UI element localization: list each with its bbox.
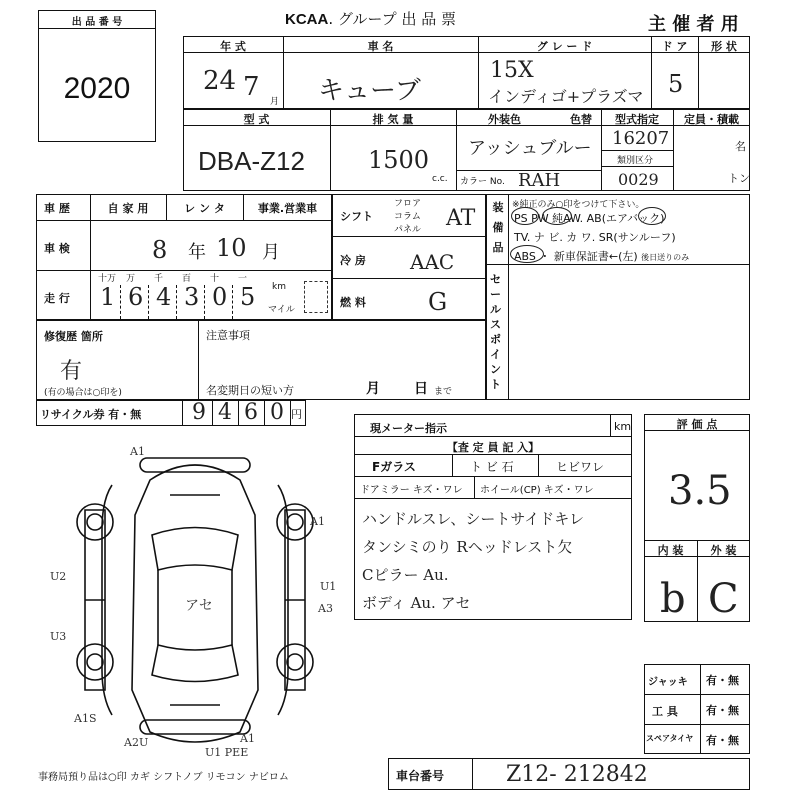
ac-value: AAC [410, 250, 455, 274]
mileage-digit-label: 百 [182, 274, 192, 284]
capacity-label: 定員・積載 [684, 113, 739, 126]
month-unit: 月 [270, 97, 280, 107]
tools-label: 工 具 [652, 705, 678, 718]
color-no-label: カラー No. [460, 177, 505, 187]
cc-unit: c.c. [432, 174, 448, 184]
equipment-note: ※純正のみ○印をつけて下さい。 [512, 200, 645, 210]
exterior-label: 外装色 [488, 113, 521, 126]
type-designation-value: 16207 [612, 128, 670, 149]
displacement-value: 1500 [368, 146, 430, 174]
shift-option-column: コラム [394, 212, 421, 222]
mileage-digit: 5 [240, 283, 256, 311]
shift-option-floor: フロア [394, 199, 422, 209]
color-change-label: 色替 [570, 113, 592, 126]
sheet-title: KCAA. グループ 出 品 票 [285, 10, 456, 28]
diagram-mark: A1S [74, 712, 97, 725]
equipment-label: 装 備 品 [492, 201, 504, 254]
capacity-unit-people: 名 [735, 140, 746, 153]
car-name-value: キューブ [318, 76, 421, 106]
chassis-label: 車台番号 [396, 769, 445, 783]
sales-point-label: セールスポイント [490, 273, 501, 391]
mile-checkbox[interactable] [304, 281, 328, 313]
mileage-digit-label: 一 [238, 274, 248, 284]
diagram-mark: U1 [320, 580, 337, 593]
diagram-mark: A1 [310, 515, 325, 528]
lot-number-label: 出 品 番 号 [71, 17, 123, 28]
diagram-mark: U3 [50, 630, 67, 643]
mile-label: マイル [268, 305, 295, 315]
shift-option-panel: パネル [394, 225, 422, 235]
fuel-value: G [428, 288, 448, 316]
mileage-label: 走 行 [44, 292, 70, 305]
score-value: 3.5 [668, 468, 732, 514]
name-change-until: まで [434, 387, 453, 397]
history-option-private: 自 家 用 [107, 202, 149, 215]
spare-yes-no: 有・無 [706, 734, 739, 747]
repair-value: 有 [60, 359, 83, 384]
score-label: 評 価 点 [676, 418, 718, 431]
color-no-value: RAH [518, 170, 561, 191]
pw-circle [542, 207, 572, 225]
history-option-business: 事業.営業車 [257, 202, 318, 215]
model-value: DBA-Z12 [198, 146, 305, 176]
category-value: 0029 [618, 170, 659, 189]
interior-label: 内 装 [657, 544, 684, 557]
inspection-year: 8 [152, 236, 168, 264]
notes-label: 注意事項 [206, 329, 250, 342]
type-designation-label: 型式指定 [615, 113, 659, 126]
jack-label: ジャッキ [648, 677, 688, 688]
grade-label: グ レ ー ド [536, 40, 593, 53]
equipment-line2: TV. ナ ビ. カ ワ. SR(サンルーフ) [514, 231, 676, 244]
door-label: ド ア [661, 40, 688, 53]
car-damage-diagram [40, 440, 350, 760]
shift-value: AT [446, 206, 476, 231]
footer-note: 事務局預り品は○印 カギ シフトノブ リモコン ナビロム [38, 772, 289, 783]
chassis-value: Z12- 212842 [506, 762, 648, 787]
name-change-day: 日 [414, 381, 428, 397]
equipment-line1: PS PW 純AW. AB(エアバック) [514, 212, 665, 225]
stone-chip-label: ト ビ 石 [470, 460, 514, 474]
inspection-label: 車 検 [44, 242, 70, 255]
jack-yes-no: 有・無 [706, 674, 739, 687]
recycle-digit: 9 [192, 400, 206, 425]
abs-circle [510, 245, 544, 263]
comment-line-3: Cピラー Au. [362, 566, 449, 584]
repair-label: 修復歴 箇所 [44, 330, 103, 343]
name-change-month: 月 [366, 381, 380, 397]
door-value: 5 [668, 70, 684, 98]
mileage-digit-label: 十万 [98, 274, 117, 284]
fuel-label: 燃 料 [340, 296, 366, 309]
mileage-digit-label: 十 [210, 274, 220, 284]
year-label: 年 式 [220, 40, 246, 53]
interior-value: b [660, 576, 686, 622]
km-label: km [272, 282, 286, 292]
wheel-label: ホイール(CP) キズ・ワレ [480, 485, 594, 496]
capacity-unit-tons: トン [728, 172, 750, 185]
recycle-digit: 4 [218, 400, 232, 425]
recycle-digit: 0 [270, 400, 284, 425]
history-option-rental: レ ン タ [184, 202, 225, 215]
diagram-mark: A2U [124, 736, 149, 749]
name-change-label: 名変期日の短い方 [206, 384, 294, 397]
diagram-mark: A3 [318, 602, 333, 615]
shift-label: シフト [340, 210, 373, 223]
lot-number-value: 2020 [63, 72, 131, 105]
recycle-label: リサイクル券 有・無 [40, 408, 142, 421]
spare-tire-label: スペアタイヤ [646, 734, 694, 743]
grade-value-line2: インディゴ+プラズマ [488, 87, 644, 106]
mileage-digit: 4 [156, 283, 172, 311]
displacement-label: 排 気 量 [372, 113, 414, 126]
meter-label: 現メーター指示 [370, 422, 447, 435]
recycle-unit: 円 [291, 408, 302, 421]
mileage-digit: 6 [128, 283, 144, 311]
model-label: 型 式 [243, 113, 270, 126]
equipment-line3: ABS ・ 新車保証書←(左) 後日送りのみ [514, 250, 690, 263]
diagram-mark: アセ [185, 598, 213, 614]
grade-value-line1: 15X [490, 58, 534, 83]
exterior-value: C [708, 576, 739, 622]
comment-line-4: ボディ Au. アセ [362, 594, 471, 612]
meter-unit: km [614, 420, 632, 433]
inspector-header: 【査 定 員 記 入】 [446, 441, 540, 454]
category-label: 類別区分 [617, 156, 654, 166]
history-label: 車 歴 [44, 202, 70, 215]
crack-label: ヒビワレ [556, 460, 605, 474]
month-value: 7 [243, 72, 260, 102]
mileage-digit: 0 [212, 283, 228, 311]
mileage-digit: 3 [184, 283, 200, 311]
diagram-mark: A1 [130, 445, 145, 458]
front-glass-label: Fガラス [372, 460, 416, 474]
car-name-label: 車 名 [367, 40, 394, 53]
ab-circle [638, 207, 666, 225]
mileage-digit: 1 [100, 283, 116, 311]
inspection-month: 10 [216, 234, 247, 262]
comment-line-1: ハンドルスレ、シートサイドキレ [362, 510, 585, 528]
exterior-label: 外 装 [710, 544, 737, 557]
mirror-label: ドアミラー キズ・ワレ [360, 485, 463, 496]
inspection-month-unit: 月 [262, 242, 280, 263]
shape-label: 形 状 [711, 40, 737, 53]
diagram-mark: U1 PEE [205, 746, 249, 759]
organizer-label: 主 催 者 用 [648, 14, 739, 35]
year-value: 24 [203, 66, 237, 96]
mileage-digit-label: 千 [154, 274, 164, 284]
ac-label: 冷 房 [340, 254, 366, 267]
comment-line-2: タンシミのり Rヘッドレスト欠 [362, 538, 573, 556]
recycle-digit: 6 [244, 400, 258, 425]
ps-circle [511, 207, 539, 225]
mileage-digit-label: 万 [126, 274, 136, 284]
repair-note: (有の場合は○印を) [44, 388, 122, 398]
inspection-year-unit: 年 [188, 242, 206, 263]
diagram-mark: A1 [240, 732, 255, 745]
diagram-mark: U2 [50, 570, 67, 583]
exterior-value: アッシュブルー [468, 138, 592, 159]
tools-yes-no: 有・無 [706, 704, 739, 717]
